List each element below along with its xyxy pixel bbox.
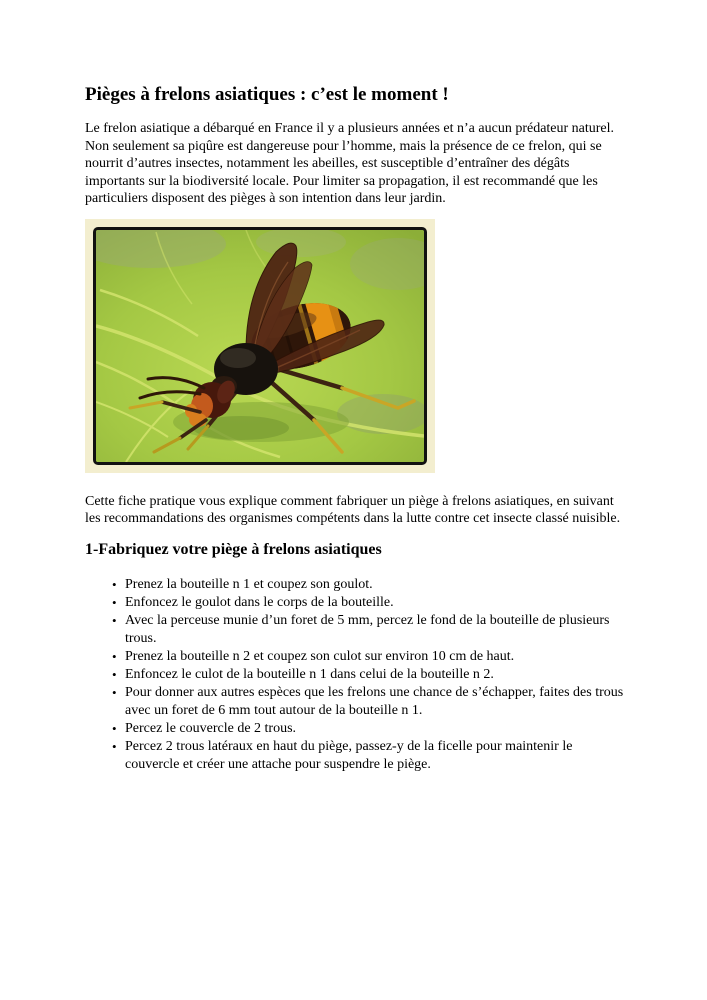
intro-paragraph: Le frelon asiatique a débarqué en France il y a plusieurs années et n’a aucun prédateur naturel. Non seulement sa piqûre est dangereuse pour l’homme, mais la présence de ce frelon, qui se nourrit d’autres insectes, notamment les abeilles, est susceptible d’entraîner des dégâts importants sur la biodiversité locale. Pour limiter sa propagation, il est recommandé que les particuliers disposent des pièges à son intention dans leur jardin. bbox=[85, 121, 615, 206]
doc-title: Pièges à frelons asiatiques : c’est le moment ! bbox=[85, 84, 449, 105]
hornet-photo bbox=[93, 227, 427, 465]
list-item: • Pour donner aux autres espèces que les frelons une chance de s’échapper, faites des trous avec un foret de 6 mm tout autour de la bouteille n 1. bbox=[85, 684, 630, 720]
hornet-illustration bbox=[96, 230, 424, 462]
list-item: • Prenez la bouteille n 1 et coupez son goulot. bbox=[85, 576, 630, 594]
list-item: • Avec la perceuse munie d’un foret de 5 mm, percez le fond de la bouteille de plusieurs trous. bbox=[85, 612, 630, 648]
list-item: • Percez le couvercle de 2 trous. bbox=[85, 720, 630, 738]
list-item: • Enfoncez le culot de la bouteille n 1 dans celui de la bouteille n 2. bbox=[85, 666, 630, 684]
section-heading: 1-Fabriquez votre piège à frelons asiatiques bbox=[85, 540, 382, 558]
list-item: • Percez 2 trous latéraux en haut du piège, passez-y de la ficelle pour maintenir le couvercle et créer une attache pour suspendre le piège. bbox=[85, 738, 630, 774]
steps-list bbox=[85, 576, 630, 774]
document-content bbox=[85, 84, 630, 774]
list-item: • Enfoncez le goulot dans le corps de la bouteille. bbox=[85, 594, 630, 612]
description-paragraph: Cette fiche pratique vous explique comment fabriquer un piège à frelons asiatiques, en suivant les recommandations des organismes compétents dans la lutte contre cet insecte classé nuisible. bbox=[85, 493, 621, 526]
list-item: • Prenez la bouteille n 2 et coupez son culot sur environ 10 cm de haut. bbox=[85, 648, 630, 666]
hornet-figure bbox=[85, 219, 435, 473]
